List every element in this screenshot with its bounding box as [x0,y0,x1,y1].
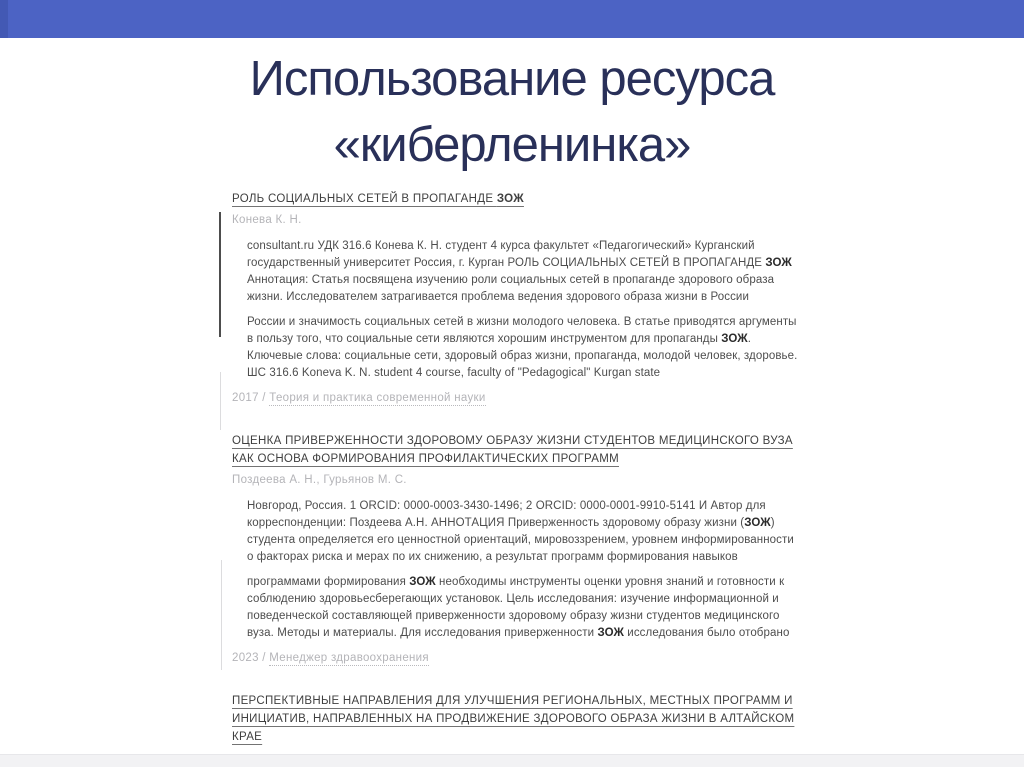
result-1-journal-link[interactable]: Теория и практика современной науки [269,392,486,404]
result-2-meta [232,651,800,665]
result-2-authors: Поздеева А. Н., Гурьянов М. С. [232,474,407,486]
result-2-journal-link[interactable]: Менеджер здравоохранения [269,652,429,664]
slide-title [0,46,1024,178]
result-1-authors: Конева К. Н. [232,214,302,226]
text-column-divider-dark [219,212,221,337]
result-2-snippet-2: программами формирования ЗОЖ необходимы инструменты оценки уровня знаний и готовности к соблюдению здоровьесберегающих установок. Цель исследования: изучение информационной и поведенческой составляющей приверженности здоровому образу жизни студентов медицинского вуза. Методы и материалы. Для исследования приверженности ЗОЖ исследования было отобрано [247,576,790,639]
result-2-snippet-1: Новгород, Россия. 1 ORCID: 0000-0003-3430-1496; 2 ORCID: 0000-0001-9910-5141 И Автор для корреспонденции: Поздеева А.Н. АННОТАЦИЯ Приверженность здоровому образу жизни (ЗОЖ) студента определяется его ценностной ориентаций, мировоззрением, уровнем информированности о факторах риска и мерах по их снижению, а результат программ формирования навыков [247,500,794,563]
result-1-snippet-1: consultant.ru УДК 316.6 Конева К. Н. студент 4 курса факультет «Педагогический» Курганский государственный университет Россия, г. Курган РОЛЬ СОЦИАЛЬНЫХ СЕТЕЙ В ПРОПАГАНДЕ ЗОЖ Аннотация: Статья посвящена изучению роли социальных сетей в пропаганде здорового образа жизни. Исследователем затрагивается проблема ведения здорового образа жизни в России [247,240,792,303]
slide-bottom-strip [0,754,1024,767]
slide-title-line1: Использование ресурса [249,52,775,106]
text-column-divider-faint-2 [221,560,222,670]
result-1-snippet-2: России и значимость социальных сетей в жизни молодого человека. В статье приводятся аргументы в пользу того, что социальные сети являются хорошим инструментом для пропаганды ЗОЖ. Ключевые слова: социальные сети, здоровый образ жизни, пропаганда, молодой человек, здоровье. ШС 316.6 Koneva K. N. student 4 course, faculty of "Pedagogical" Kurgan state [247,316,798,379]
result-2-year: 2023 / [232,652,266,664]
slide-top-bar-edge [0,0,8,38]
cyberleninka-results-screenshot [232,190,800,746]
search-result-2 [232,432,800,665]
result-2-title-link[interactable]: ОЦЕНКА ПРИВЕРЖЕННОСТИ ЗДОРОВОМУ ОБРАЗУ ЖИЗНИ СТУДЕНТОВ МЕДИЦИНСКОГО ВУЗА КАК ОСНОВА ФОРМИРОВАНИЯ ПРОФИЛАКТИЧЕСКИХ ПРОГРАММ [232,435,793,465]
result-1-year: 2017 / [232,392,266,404]
text-column-divider-faint-1 [220,372,221,430]
result-1-meta [232,391,800,405]
slide-title-line2: «киберленинка» [333,118,691,172]
slide-top-bar [0,0,1024,38]
search-result-3 [232,692,800,746]
result-3-title-link[interactable]: ПЕРСПЕКТИВНЫЕ НАПРАВЛЕНИЯ ДЛЯ УЛУЧШЕНИЯ РЕГИОНАЛЬНЫХ, МЕСТНЫХ ПРОГРАММ И ИНИЦИАТИВ, НАПРАВЛЕННЫХ НА ПРОДВИЖЕНИЕ ЗДОРОВОГО ОБРАЗА ЖИЗНИ В АЛТАЙСКОМ КРАЕ [232,695,795,743]
result-1-title-link[interactable]: РОЛЬ СОЦИАЛЬНЫХ СЕТЕЙ В ПРОПАГАНДЕ ЗОЖ [232,193,524,205]
search-result-1 [232,190,800,405]
